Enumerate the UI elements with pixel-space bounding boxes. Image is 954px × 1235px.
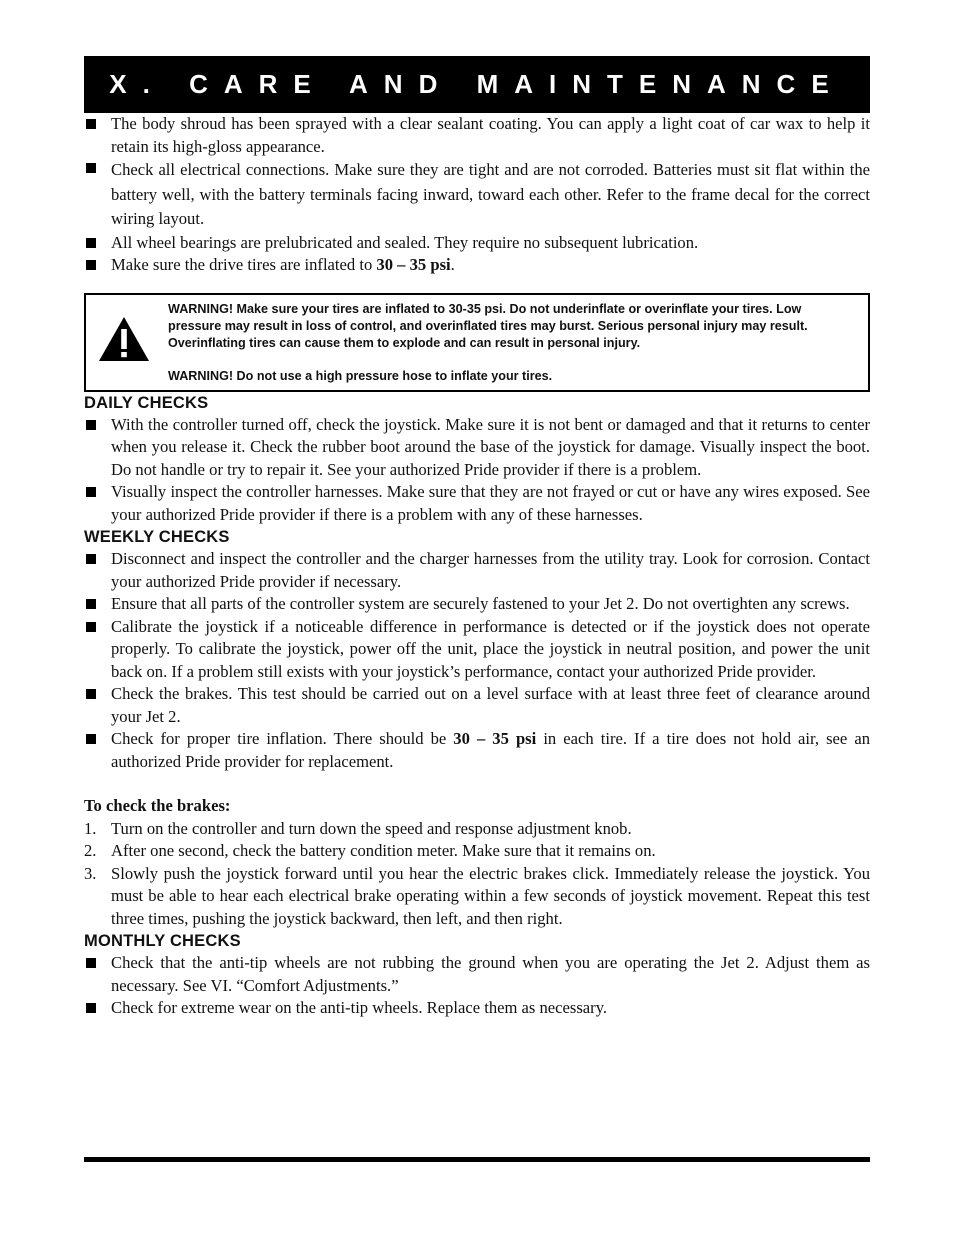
warning-high-pressure-hose: WARNING! Do not use a high pressure hose to inflate your tires.: [168, 369, 553, 384]
tire-pressure-value: 30 – 35 psi: [376, 255, 451, 274]
list-item: Check the brakes. This test should be carried out on a level surface with at least three feet of clearance around your Jet 2.: [84, 683, 870, 728]
page-content: [84, 56, 870, 1020]
weekly-checks-list: [84, 548, 870, 773]
page-title: X. CARE AND MAINTENANCE: [84, 56, 870, 113]
step-item: [84, 863, 870, 931]
step-text: Turn on the controller and turn down the speed and response adjustment knob.: [111, 818, 632, 838]
list-item: All wheel bearings are prelubricated and sealed. They require no subsequent lubrication.: [84, 232, 870, 255]
list-item-tire-pressure: [84, 254, 870, 277]
step-item: [84, 818, 870, 841]
tire-text-end: .: [450, 255, 455, 274]
list-item: Calibrate the joystick if a noticeable difference in performance is detected or if the joystick does not operate properly. To calibrate the joystick, power off the unit, place the joystick in neutral position, and power the unit back on. If a problem still exists with your joystick’s performance, contact your authorized Pride provider.: [84, 616, 870, 684]
step-text: After one second, check the battery condition meter. Make sure that it remains on.: [111, 841, 656, 860]
footer-divider: [84, 1157, 870, 1162]
list-item: The body shroud has been sprayed with a clear sealant coating. You can apply a light coat of car wax to help it retain its high-gloss appearance.: [84, 113, 870, 158]
list-item: With the controller turned off, check the joystick. Make sure it is not bent or damaged and that it returns to center when you release it. Check the rubber boot around the base of the joystick for damage. Visually inspect the boot. Do not handle or try to repair it. See your authorized Pride provider if there is a problem.: [84, 414, 870, 482]
inflation-text-before: Check for proper tire inflation. There should be: [111, 729, 454, 748]
list-item: Visually inspect the controller harnesses. Make sure that they are not frayed or cut or have any wires exposed. See your authorized Pride provider if there is a problem with any of these harnesses.: [84, 481, 870, 526]
step-text: Slowly push the joystick forward until you hear the electric brakes click. Immediately release the joystick. You must be able to hear each electrical brake operating within a few seconds of joystick movement. Repeat this test three times, pushing the joystick backward, then left, and then right.: [111, 863, 870, 928]
step-number: 3.: [84, 863, 97, 883]
weekly-checks-heading: WEEKLY CHECKS: [84, 528, 230, 546]
daily-checks-list: [84, 414, 870, 527]
step-number: 2.: [84, 841, 97, 860]
warning-tire-pressure: WARNING! Make sure your tires are inflated to 30-35 psi. Do not underinflate or overinflate your tires. Low pressure may result in loss of control, and overinflated tires may burst. Serious personal injury may result. Overinflating tires can cause them to explode and can result in personal injury.: [168, 301, 808, 350]
warning-box: [84, 293, 870, 392]
intro-list: [84, 113, 870, 277]
list-item: Check for extreme wear on the anti-tip wheels. Replace them as necessary.: [84, 997, 870, 1020]
inflation-text-after: in each tire. If a tire does not hold air, see an authorized Pride provider for replacement.: [111, 729, 870, 771]
brake-check-steps: [84, 818, 870, 931]
daily-checks-heading: DAILY CHECKS: [84, 393, 209, 412]
list-item: Check that the anti-tip wheels are not rubbing the ground when you are operating the Jet 2. Adjust them as necessary. See VI. “Comfort Adjustments.”: [84, 952, 870, 997]
warning-text: [168, 301, 846, 386]
monthly-checks-list: [84, 952, 870, 1020]
list-item: Check all electrical connections. Make sure they are tight and are not corroded. Batteries must sit flat within the battery well, with the battery terminals facing inward, toward each other. Refer to the frame decal for the correct wiring layout.: [84, 158, 870, 232]
step-item: [84, 840, 870, 863]
list-item: Disconnect and inspect the controller and the charger harnesses from the utility tray. Look for corrosion. Contact your authorized Pride provider if necessary.: [84, 548, 870, 593]
warning-triangle-icon: [98, 316, 150, 362]
inflation-pressure-value: 30 – 35 psi: [453, 729, 537, 748]
list-item: Ensure that all parts of the controller system are securely fastened to your Jet 2. Do not overtighten any screws.: [84, 593, 870, 616]
monthly-checks-heading: MONTHLY CHECKS: [84, 932, 241, 950]
step-number: 1.: [84, 818, 97, 838]
tire-text: Make sure the drive tires are inflated to: [111, 255, 377, 274]
brake-check-heading: To check the brakes:: [84, 796, 231, 815]
list-item-tire-inflation: [84, 728, 870, 773]
